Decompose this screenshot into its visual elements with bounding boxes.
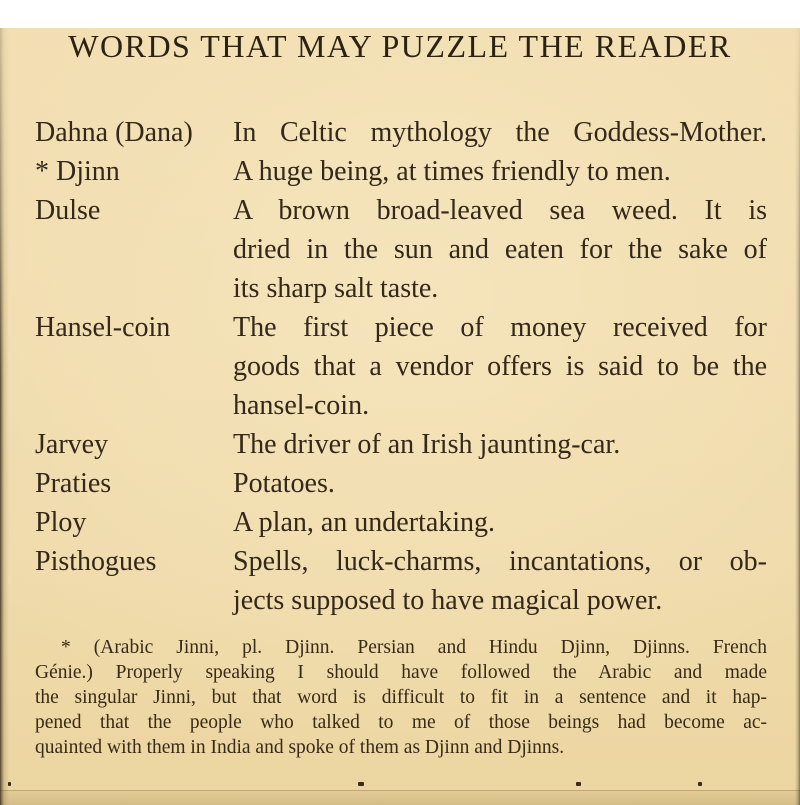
glossary-list <box>35 113 767 620</box>
page-gutter-shadow <box>0 28 9 805</box>
glossary-definition <box>233 191 767 308</box>
glossary-definition <box>233 503 767 542</box>
definition-line: jects supposed to have magical power. <box>233 585 663 616</box>
footnote <box>35 635 767 760</box>
footnote-line: pened that the people who talked to me of those beings had become ac- <box>35 712 767 733</box>
definition-line: A plan, an undertaking. <box>233 507 496 538</box>
page-edge-shadow-right <box>795 28 800 805</box>
definition-line: A huge being, at times friendly to men. <box>233 156 671 187</box>
glossary-term: Jarvey <box>35 429 109 460</box>
footnote-line: the singular Jinni, but that word is difficult to fit in a sentence and it hap- <box>35 687 767 708</box>
glossary-term: Pisthogues <box>35 546 157 577</box>
definition-line: goods that a vendor offers is said to be the <box>233 351 767 382</box>
glossary-term: Dahna (Dana) <box>35 117 193 148</box>
definition-line: Spells, luck-charms, incantations, or ob- <box>233 546 767 577</box>
glossary-term: Praties <box>35 468 112 499</box>
page-title: WORDS THAT MAY PUZZLE THE READER <box>68 28 732 64</box>
glossary-definition <box>233 542 767 620</box>
glossary-definition <box>233 464 767 503</box>
glossary-term: Hansel-coin <box>35 312 171 343</box>
glossary-definition <box>233 425 767 464</box>
scan-artifact-mark <box>698 782 702 786</box>
definition-line: dried in the sun and eaten for the sake of <box>233 234 767 265</box>
footnote-line: Génie.) Properly speaking I should have followed the Arabic and made <box>35 662 767 683</box>
definition-line: A brown broad-leaved sea weed. It is <box>233 195 767 226</box>
scan-artifact-mark <box>8 782 11 786</box>
glossary-definition <box>233 308 767 425</box>
definition-line: hansel-coin. <box>233 390 370 421</box>
definition-line: In Celtic mythology the Goddess-Mother. <box>233 117 767 148</box>
definition-line: Potatoes. <box>233 468 335 499</box>
glossary-definition <box>233 152 767 191</box>
footnote-line: quainted with them in India and spoke of them as Djinn and Djinns. <box>35 737 565 758</box>
glossary-term: * Djinn <box>35 156 120 187</box>
page-bottom-edge <box>0 790 800 805</box>
definition-line: The first piece of money received for <box>233 312 767 343</box>
glossary-definition <box>233 113 767 152</box>
scan-artifact-mark <box>358 782 364 786</box>
glossary-term: Ploy <box>35 507 87 538</box>
definition-line: its sharp salt taste. <box>233 273 439 304</box>
scan-artifact-mark <box>576 782 581 786</box>
glossary-term: Dulse <box>35 195 101 226</box>
footnote-line: * (Arabic Jinni, pl. Djinn. Persian and Hindu Djinn, Djinns. French <box>61 637 767 658</box>
definition-line: The driver of an Irish jaunting-car. <box>233 429 621 460</box>
book-page <box>0 28 800 805</box>
